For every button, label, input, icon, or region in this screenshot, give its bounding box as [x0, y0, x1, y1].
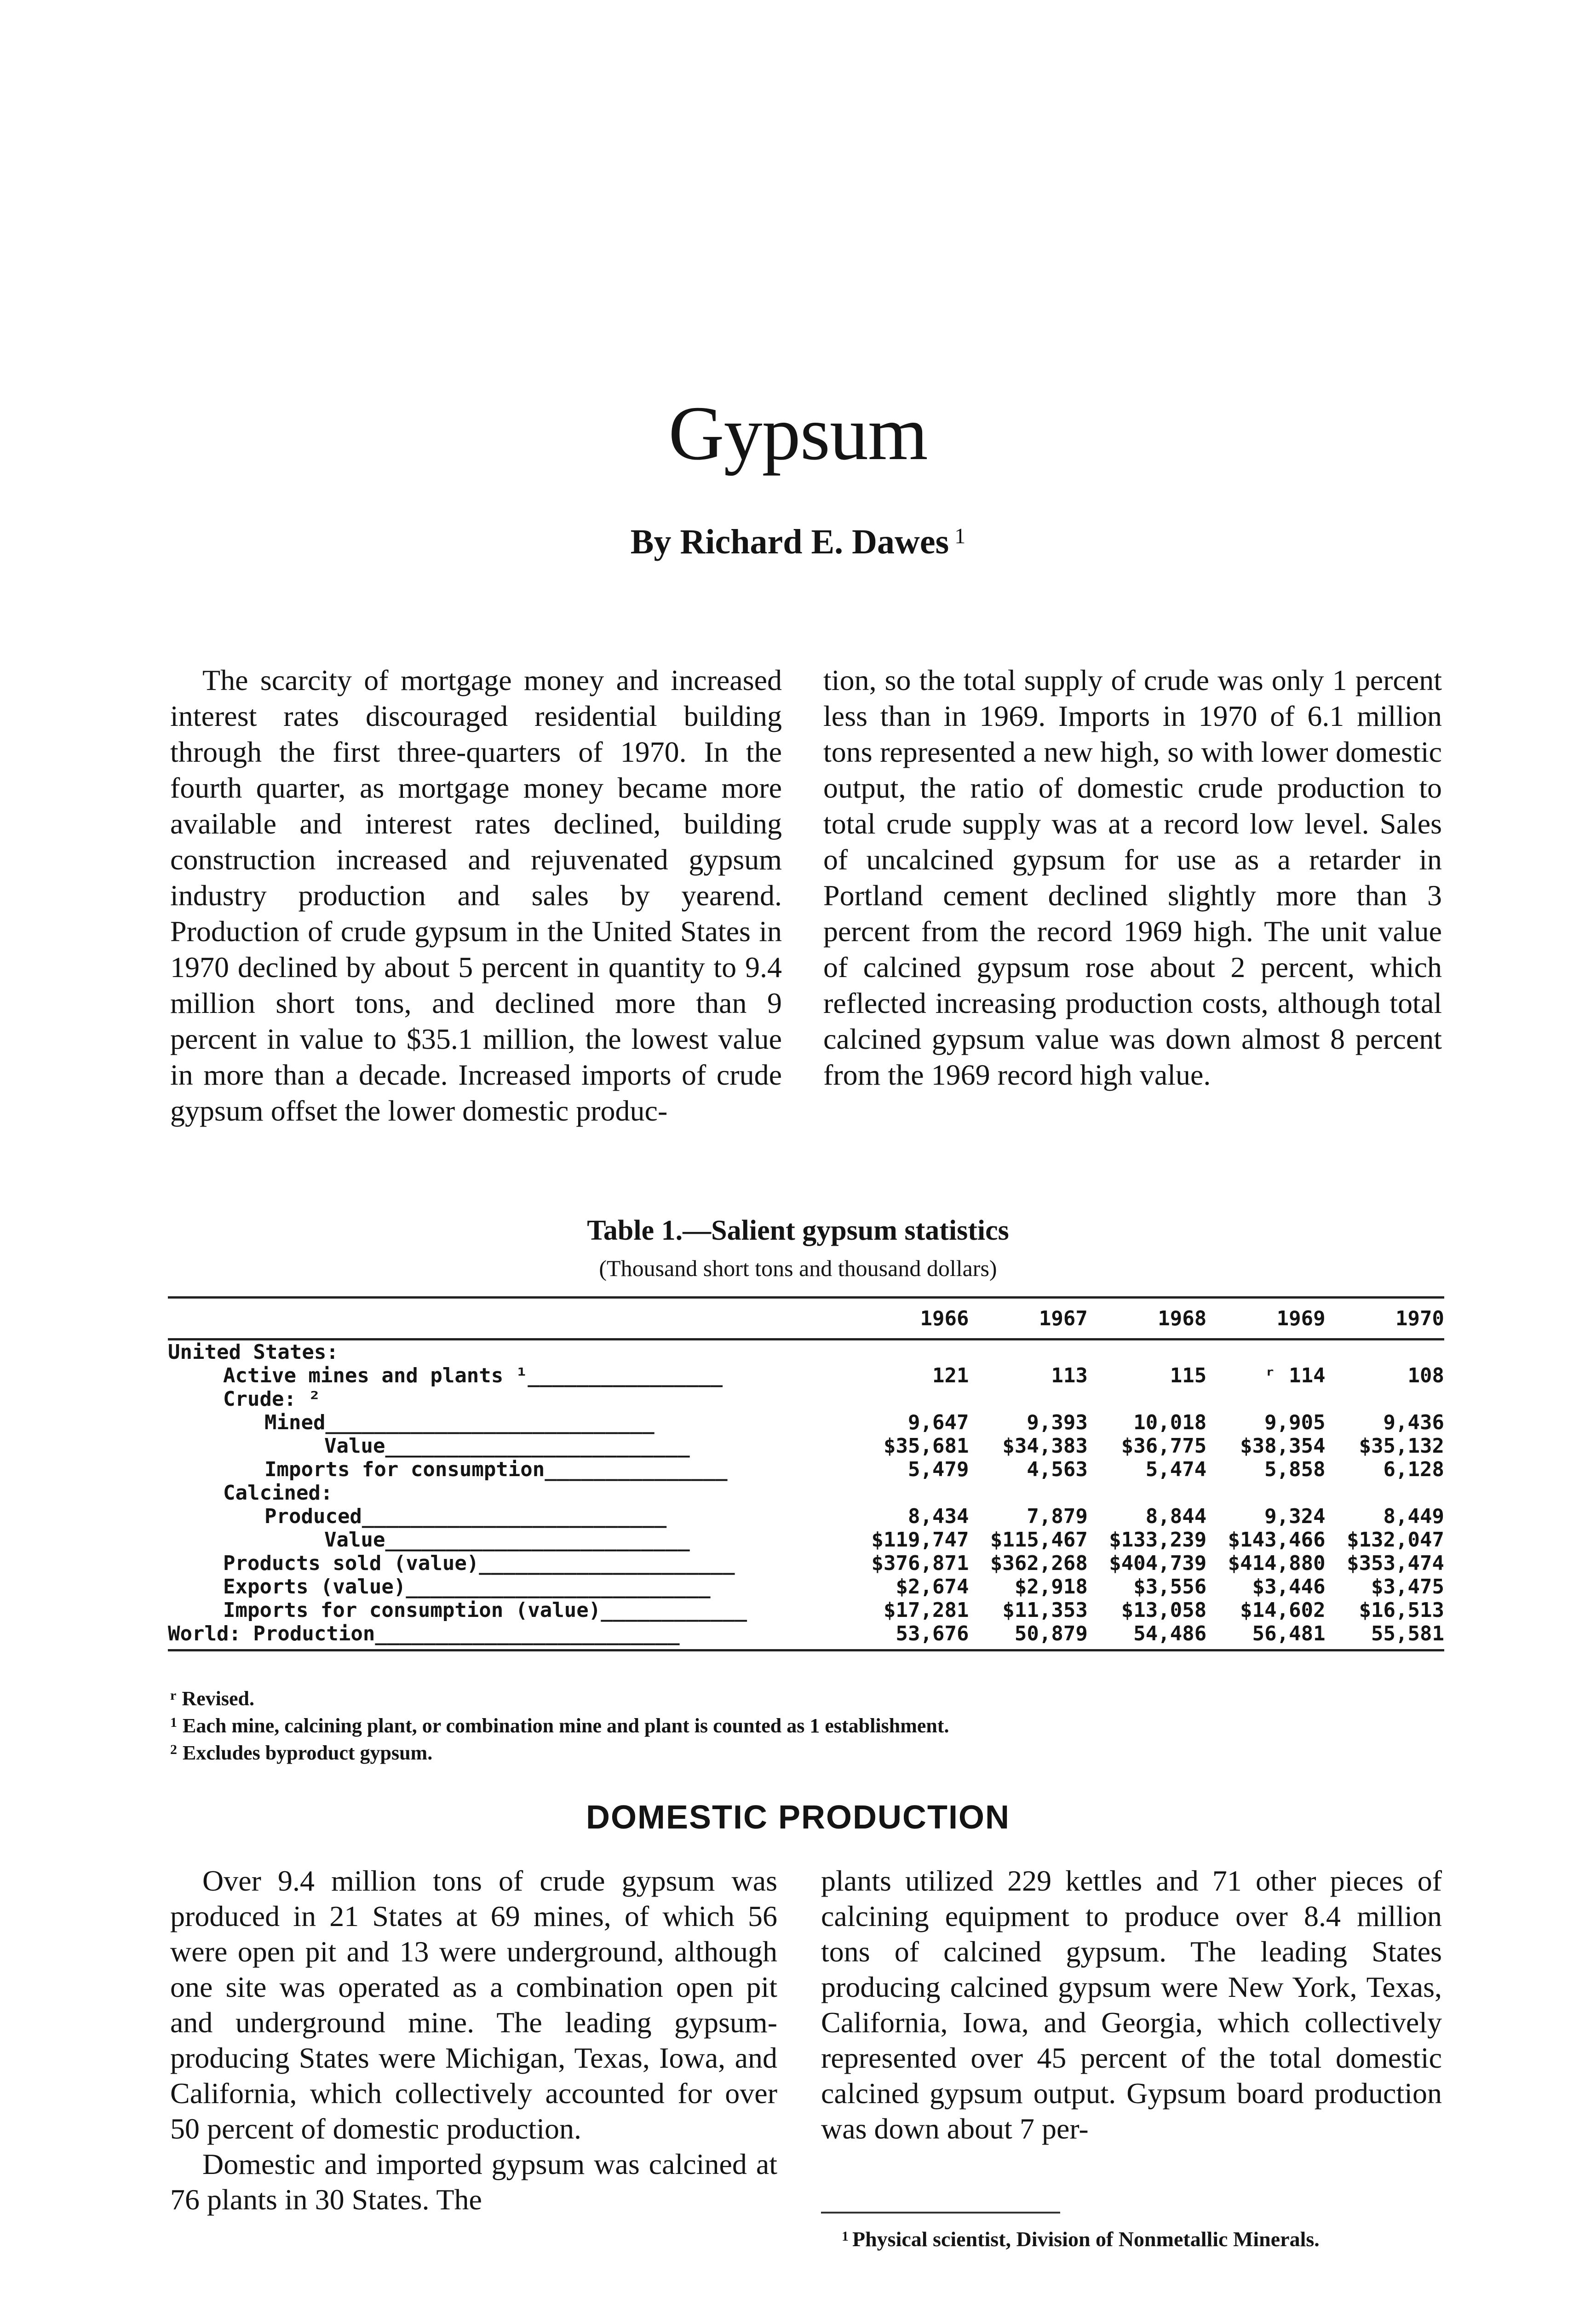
- body-paragraph: Over 9.4 million tons of crude gypsum was produced in 21 States at 69 mines, of which 56 were open pit and 13 were underground, although one site was operated as a combination open pit and underground mine. The leading gypsum-producing States were Michigan, Texas, Iowa, and California, which collectively accounted for over 50 percent of domestic production.: [170, 1864, 777, 2145]
- row-label: Value_________________________: [324, 1434, 690, 1458]
- cell: 9,436: [1383, 1411, 1444, 1434]
- footnote-text: Revised.: [182, 1687, 254, 1710]
- row-label: Imports for consumption (value)____________: [223, 1598, 747, 1622]
- cell: $17,281: [884, 1598, 969, 1622]
- year-header: 1969: [1206, 1298, 1325, 1340]
- cell: 9,393: [1027, 1411, 1088, 1434]
- table-row: [168, 1458, 1444, 1481]
- cell: $132,047: [1347, 1528, 1444, 1552]
- table-row: [168, 1434, 1444, 1458]
- cell: $404,739: [1109, 1552, 1207, 1575]
- table-row: [168, 1622, 1444, 1650]
- footnote-mark: 1: [170, 1715, 177, 1730]
- cell: [1206, 1340, 1325, 1364]
- cell: [1088, 1481, 1206, 1505]
- cell: $414,880: [1228, 1552, 1326, 1575]
- cell: $2,918: [1014, 1575, 1088, 1598]
- footnote-mark: r: [170, 1688, 177, 1703]
- row-label: Produced_________________________: [264, 1505, 667, 1528]
- intro-column-left: [170, 662, 782, 1129]
- year-header: 1970: [1326, 1298, 1444, 1340]
- body-paragraph-continued: plants utilized 229 kettles and 71 other pieces of calcining equipment to produce over 8.4 million tons of calcined gypsum. The leading States producing calcined gypsum were New York, Texas, California, Iowa, and Georgia, which collectively represented over 45 percent of the total domestic calcined gypsum output. Gypsum board production was down about 7 per-: [821, 1864, 1442, 2145]
- cell: [850, 1340, 969, 1364]
- cell: $3,446: [1252, 1575, 1326, 1598]
- table-row: [168, 1505, 1444, 1528]
- intro-paragraph: The scarcity of mortgage money and increased interest rates discouraged residential building through the first three-quarters of 1970. In the fourth quarter, as mortgage money became more available and interest rates declined, building construction increased and rejuvenated gypsum industry production and sales by yearend. Production of crude gypsum in the United States in 1970 declined by about 5 percent in quantity to 9.4 million short tons, and declined more than 9 percent in value to $35.1 million, the lowest value in more than a decade. Increased imports of crude gypsum offset the lower domestic produc-: [170, 664, 782, 1127]
- cell: $36,775: [1121, 1434, 1207, 1458]
- cell: 9,324: [1264, 1505, 1326, 1528]
- table-row: [168, 1340, 1444, 1364]
- cell: 54,486: [1088, 1622, 1206, 1650]
- footnote-text: Physical scientist, Division of Nonmetallic Minerals.: [852, 2227, 1320, 2251]
- cell: 8,844: [1145, 1505, 1207, 1528]
- row-label: Imports for consumption_______________: [264, 1458, 728, 1481]
- footnote-mark: 1: [842, 2229, 849, 2244]
- cell: 10,018: [1133, 1411, 1207, 1434]
- year-header: 1967: [969, 1298, 1087, 1340]
- cell: 56,481: [1206, 1622, 1325, 1650]
- cell: $35,681: [884, 1434, 969, 1458]
- cell: $35,132: [1359, 1434, 1444, 1458]
- table-row: [168, 1411, 1444, 1434]
- intro-column-right: [823, 662, 1442, 1093]
- cell: 8,449: [1383, 1505, 1444, 1528]
- cell: 55,581: [1326, 1622, 1444, 1650]
- table-footnote: [170, 1684, 949, 1711]
- table-subtitle: (Thousand short tons and thousand dollars): [599, 1255, 997, 1281]
- cell: $16,513: [1359, 1598, 1444, 1622]
- cell: [1326, 1340, 1444, 1364]
- cell: [1088, 1340, 1206, 1364]
- footnote-text: Each mine, calcining plant, or combination mine and plant is counted as 1 establishment.: [183, 1714, 949, 1737]
- table-row: [168, 1598, 1444, 1622]
- footnote-divider: [821, 2212, 1060, 2214]
- cell: 108: [1407, 1364, 1444, 1387]
- table-row: [168, 1364, 1444, 1387]
- cell: 115: [1170, 1364, 1207, 1387]
- cell: $143,466: [1228, 1528, 1326, 1552]
- cell: [1326, 1481, 1444, 1505]
- intro-paragraph-continued: tion, so the total supply of crude was only 1 percent less than in 1969. Imports in 1970 of 6.1 million tons represented a new high, so with lower domestic output, the ratio of domestic crude production to total crude supply was at a record low level. Sales of uncalcined gypsum for use as a retarder in Portland cement declined slightly more than 3 percent from the record 1969 high. The unit value of calcined gypsum rose about 2 percent, which reflected increasing production costs, although total calcined gypsum value was down almost 8 percent from the 1969 record high value.: [823, 664, 1442, 1091]
- cell: [969, 1340, 1087, 1364]
- cell: [1206, 1387, 1325, 1411]
- table-row: [168, 1387, 1444, 1411]
- table-row: [168, 1528, 1444, 1552]
- table-footnote: [170, 1738, 949, 1765]
- section-heading: DOMESTIC PRODUCTION: [586, 1799, 1010, 1836]
- year-header: 1966: [850, 1298, 969, 1340]
- table-row: [168, 1575, 1444, 1598]
- body-column-right: [821, 1863, 1442, 2146]
- author-footnote: [821, 2224, 1442, 2252]
- cell: $115,467: [990, 1528, 1088, 1552]
- cell: 9,647: [908, 1411, 969, 1434]
- table-title: Table 1.—Salient gypsum statistics: [587, 1215, 1009, 1246]
- page-title: Gypsum: [668, 390, 928, 476]
- row-label: Crude: ²: [223, 1387, 321, 1411]
- cell: $34,383: [1002, 1434, 1088, 1458]
- cell: 7,879: [1027, 1505, 1088, 1528]
- row-label: United States:: [168, 1340, 339, 1364]
- table-row: [168, 1481, 1444, 1505]
- body-paragraph: Domestic and imported gypsum was calcined at 76 plants in 30 States. The: [170, 2148, 777, 2216]
- cell: $14,602: [1240, 1598, 1326, 1622]
- row-label: Products sold (value)_____________________: [223, 1552, 735, 1575]
- cell: [850, 1481, 969, 1505]
- cell: 53,676: [850, 1622, 969, 1650]
- row-label: Calcined:: [223, 1481, 333, 1505]
- cell: [1206, 1481, 1325, 1505]
- cell: $376,871: [871, 1552, 969, 1575]
- byline-footnote-mark: 1: [954, 524, 966, 548]
- cell: $2,674: [896, 1575, 969, 1598]
- author-name: By Richard E. Dawes: [630, 523, 949, 561]
- cell: $11,353: [1002, 1598, 1088, 1622]
- cell: 8,434: [908, 1505, 969, 1528]
- byline: [0, 522, 1596, 562]
- cell: ʳ 114: [1264, 1364, 1326, 1387]
- table-header-row: [168, 1298, 1444, 1340]
- cell: 5,474: [1145, 1458, 1207, 1481]
- cell: 50,879: [969, 1622, 1087, 1650]
- footnote-mark: 2: [170, 1742, 177, 1757]
- body-column-left: [170, 1863, 777, 2217]
- cell: $3,475: [1371, 1575, 1444, 1598]
- cell: $119,747: [871, 1528, 969, 1552]
- cell: [969, 1481, 1087, 1505]
- table-footnotes: [170, 1684, 949, 1765]
- footnote-text: Excludes byproduct gypsum.: [183, 1742, 433, 1764]
- cell: $362,268: [990, 1552, 1088, 1575]
- cell: 6,128: [1383, 1458, 1444, 1481]
- table-footnote: [170, 1711, 949, 1738]
- cell: [969, 1387, 1087, 1411]
- cell: $133,239: [1109, 1528, 1207, 1552]
- row-label: Active mines and plants ¹________________: [223, 1364, 723, 1387]
- cell: 9,905: [1264, 1411, 1326, 1434]
- cell: [1088, 1387, 1206, 1411]
- cell: $13,058: [1121, 1598, 1207, 1622]
- table-header-blank: [168, 1298, 850, 1340]
- row-label: Mined___________________________: [264, 1411, 654, 1434]
- year-header: 1968: [1088, 1298, 1206, 1340]
- table-row: [168, 1552, 1444, 1575]
- cell: 5,858: [1264, 1458, 1326, 1481]
- row-label: World: Production_________________________: [168, 1622, 850, 1650]
- cell: 121: [932, 1364, 969, 1387]
- cell: [850, 1387, 969, 1411]
- cell: [1326, 1387, 1444, 1411]
- row-label: Exports (value)_________________________: [223, 1575, 711, 1598]
- cell: $353,474: [1347, 1552, 1444, 1575]
- row-label: Value_________________________: [324, 1528, 690, 1552]
- cell: $38,354: [1240, 1434, 1326, 1458]
- cell: 113: [1051, 1364, 1088, 1387]
- cell: 5,479: [908, 1458, 969, 1481]
- cell: $3,556: [1133, 1575, 1207, 1598]
- cell: 4,563: [1027, 1458, 1088, 1481]
- salient-statistics-table: [168, 1296, 1444, 1651]
